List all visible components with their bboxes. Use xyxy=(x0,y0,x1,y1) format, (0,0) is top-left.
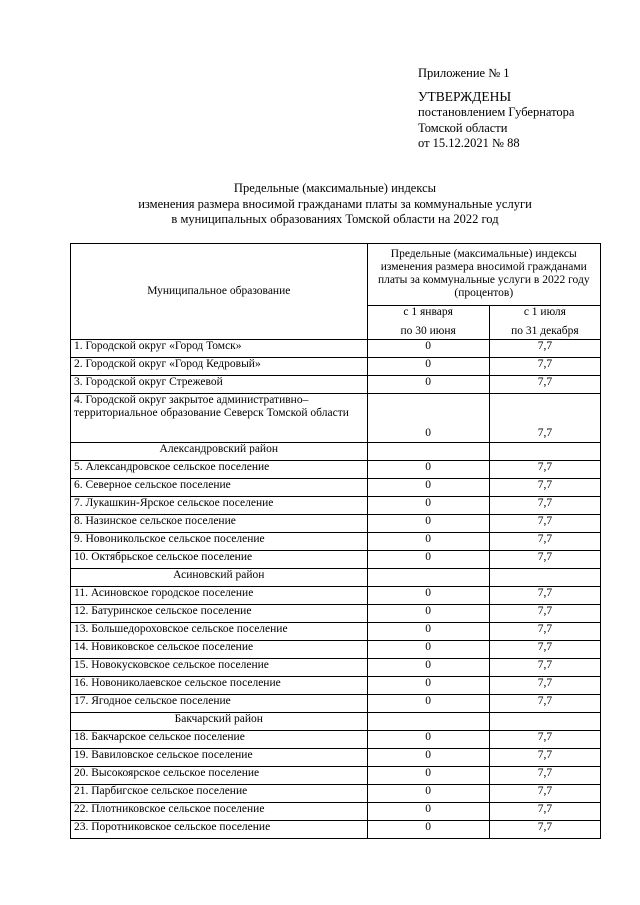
district-row xyxy=(71,713,601,731)
index-second-half: 7,7 xyxy=(489,659,600,677)
index-second-half: 7,7 xyxy=(489,479,600,497)
index-first-half: 0 xyxy=(367,605,489,623)
municipality-name: 3. Городской округ Стрежевой xyxy=(71,376,368,394)
title-line-3: в муниципальных образованиях Томской области на 2022 год xyxy=(171,212,499,226)
table-row xyxy=(71,767,601,785)
index-second-half: 7,7 xyxy=(489,533,600,551)
district-name: Бакчарский район xyxy=(71,713,368,731)
title-line-1: Предельные (максимальные) индексы xyxy=(233,181,437,195)
index-first-half: 0 xyxy=(367,479,489,497)
index-second-half: 7,7 xyxy=(489,376,600,394)
header-period-2 xyxy=(489,305,600,339)
title-line-2: изменения размера вносимой гражданами платы за коммунальные услуги xyxy=(138,196,532,211)
index-second-half: 7,7 xyxy=(489,551,600,569)
municipality-name: 22. Плотниковское сельское поселение xyxy=(71,803,368,821)
empty-cell xyxy=(367,569,489,587)
index-second-half: 7,7 xyxy=(489,515,600,533)
table-row xyxy=(71,731,601,749)
table-row xyxy=(71,821,601,839)
period-1-line-1: с 1 января xyxy=(403,306,453,319)
table-row xyxy=(71,551,601,569)
index-first-half: 0 xyxy=(367,497,489,515)
table-row xyxy=(71,479,601,497)
table-row xyxy=(71,695,601,713)
municipality-name: 19. Вавиловское сельское поселение xyxy=(71,749,368,767)
index-first-half: 0 xyxy=(367,641,489,659)
table-row xyxy=(71,641,601,659)
index-first-half: 0 xyxy=(367,731,489,749)
municipality-name: 7. Лукашкин-Ярское сельское поселение xyxy=(71,497,368,515)
index-second-half: 7,7 xyxy=(489,803,600,821)
header-index: Предельные (максимальные) индексы изменения размера вносимой гражданами платы за коммунальные услуги в 2022 году (процентов) xyxy=(367,244,600,306)
document-title xyxy=(70,181,600,228)
table-row xyxy=(71,677,601,695)
approval-line-1: постановлением Губернатора xyxy=(418,105,575,119)
table-row xyxy=(71,461,601,479)
approved-label: УТВЕРЖДЕНЫ xyxy=(418,88,512,104)
index-first-half: 0 xyxy=(367,659,489,677)
header-period-1 xyxy=(367,305,489,339)
empty-cell xyxy=(489,569,600,587)
municipality-name: 17. Ягодное сельское поселение xyxy=(71,695,368,713)
municipality-name: 18. Бакчарское сельское поселение xyxy=(71,731,368,749)
empty-cell xyxy=(489,443,600,461)
municipality-name: 16. Новониколаевское сельское поселение xyxy=(71,677,368,695)
period-2-line-1: с 1 июля xyxy=(523,306,566,319)
index-first-half: 0 xyxy=(367,767,489,785)
index-second-half: 7,7 xyxy=(489,394,600,443)
table-row xyxy=(71,605,601,623)
index-second-half: 7,7 xyxy=(489,340,600,358)
municipality-name: 10. Октябрьское сельское поселение xyxy=(71,551,368,569)
approval-line-3: от 15.12.2021 № 88 xyxy=(418,136,520,150)
municipality-name: 2. Городской округ «Город Кедровый» xyxy=(71,358,368,376)
index-second-half: 7,7 xyxy=(489,497,600,515)
district-row xyxy=(71,569,601,587)
municipality-name: 12. Батуринское сельское поселение xyxy=(71,605,368,623)
index-first-half: 0 xyxy=(367,749,489,767)
index-first-half: 0 xyxy=(367,394,489,443)
municipality-name: 6. Северное сельское поселение xyxy=(71,479,368,497)
index-second-half: 7,7 xyxy=(489,767,600,785)
table-row xyxy=(71,394,601,443)
municipality-name: 1. Городской округ «Город Томск» xyxy=(71,340,368,358)
approval-block xyxy=(418,66,574,152)
table-row xyxy=(71,623,601,641)
index-first-half: 0 xyxy=(367,587,489,605)
table-row xyxy=(71,358,601,376)
municipality-name: 21. Парбигское сельское поселение xyxy=(71,785,368,803)
municipality-name: 4. Городской округ закрытое административно–территориальное образование Северск Томской области xyxy=(71,394,368,443)
municipality-name: 15. Новокусковское сельское поселение xyxy=(71,659,368,677)
index-first-half: 0 xyxy=(367,677,489,695)
index-first-half: 0 xyxy=(367,376,489,394)
index-second-half: 7,7 xyxy=(489,358,600,376)
table-body xyxy=(71,340,601,839)
index-table xyxy=(70,243,601,839)
table-row xyxy=(71,376,601,394)
index-first-half: 0 xyxy=(367,461,489,479)
index-second-half: 7,7 xyxy=(489,695,600,713)
district-name: Александровский район xyxy=(71,443,368,461)
index-second-half: 7,7 xyxy=(489,749,600,767)
table-row xyxy=(71,533,601,551)
index-second-half: 7,7 xyxy=(489,677,600,695)
table-row xyxy=(71,587,601,605)
index-second-half: 7,7 xyxy=(489,821,600,839)
table-row xyxy=(71,659,601,677)
period-2-line-2: по 31 декабря xyxy=(511,325,579,338)
index-first-half: 0 xyxy=(367,803,489,821)
municipality-name: 20. Высокоярское сельское поселение xyxy=(71,767,368,785)
municipality-name: 23. Поротниковское сельское поселение xyxy=(71,821,368,839)
municipality-name: 14. Новиковское сельское поселение xyxy=(71,641,368,659)
period-1-line-2: по 30 июня xyxy=(400,325,456,338)
index-first-half: 0 xyxy=(367,533,489,551)
appendix-number: Приложение № 1 xyxy=(418,66,510,80)
index-second-half: 7,7 xyxy=(489,461,600,479)
district-name: Асиновский район xyxy=(71,569,368,587)
index-first-half: 0 xyxy=(367,515,489,533)
district-row xyxy=(71,443,601,461)
index-first-half: 0 xyxy=(367,821,489,839)
empty-cell xyxy=(489,713,600,731)
index-first-half: 0 xyxy=(367,623,489,641)
table-row xyxy=(71,803,601,821)
approval-line-2: Томской области xyxy=(418,120,508,135)
index-second-half: 7,7 xyxy=(489,623,600,641)
index-second-half: 7,7 xyxy=(489,587,600,605)
index-first-half: 0 xyxy=(367,358,489,376)
header-municipality: Муниципальное образование xyxy=(71,244,368,340)
index-second-half: 7,7 xyxy=(489,641,600,659)
index-second-half: 7,7 xyxy=(489,785,600,803)
table-row xyxy=(71,497,601,515)
table-row xyxy=(71,515,601,533)
municipality-name: 9. Новоникольское сельское поселение xyxy=(71,533,368,551)
empty-cell xyxy=(367,443,489,461)
index-first-half: 0 xyxy=(367,785,489,803)
index-first-half: 0 xyxy=(367,551,489,569)
table-row xyxy=(71,340,601,358)
empty-cell xyxy=(367,713,489,731)
table-row xyxy=(71,785,601,803)
municipality-name: 13. Большедороховское сельское поселение xyxy=(71,623,368,641)
municipality-name: 8. Назинское сельское поселение xyxy=(71,515,368,533)
index-first-half: 0 xyxy=(367,695,489,713)
table-row xyxy=(71,749,601,767)
municipality-name: 5. Александровское сельское поселение xyxy=(71,461,368,479)
index-second-half: 7,7 xyxy=(489,605,600,623)
municipality-name: 11. Асиновское городское поселение xyxy=(71,587,368,605)
index-second-half: 7,7 xyxy=(489,731,600,749)
index-first-half: 0 xyxy=(367,340,489,358)
